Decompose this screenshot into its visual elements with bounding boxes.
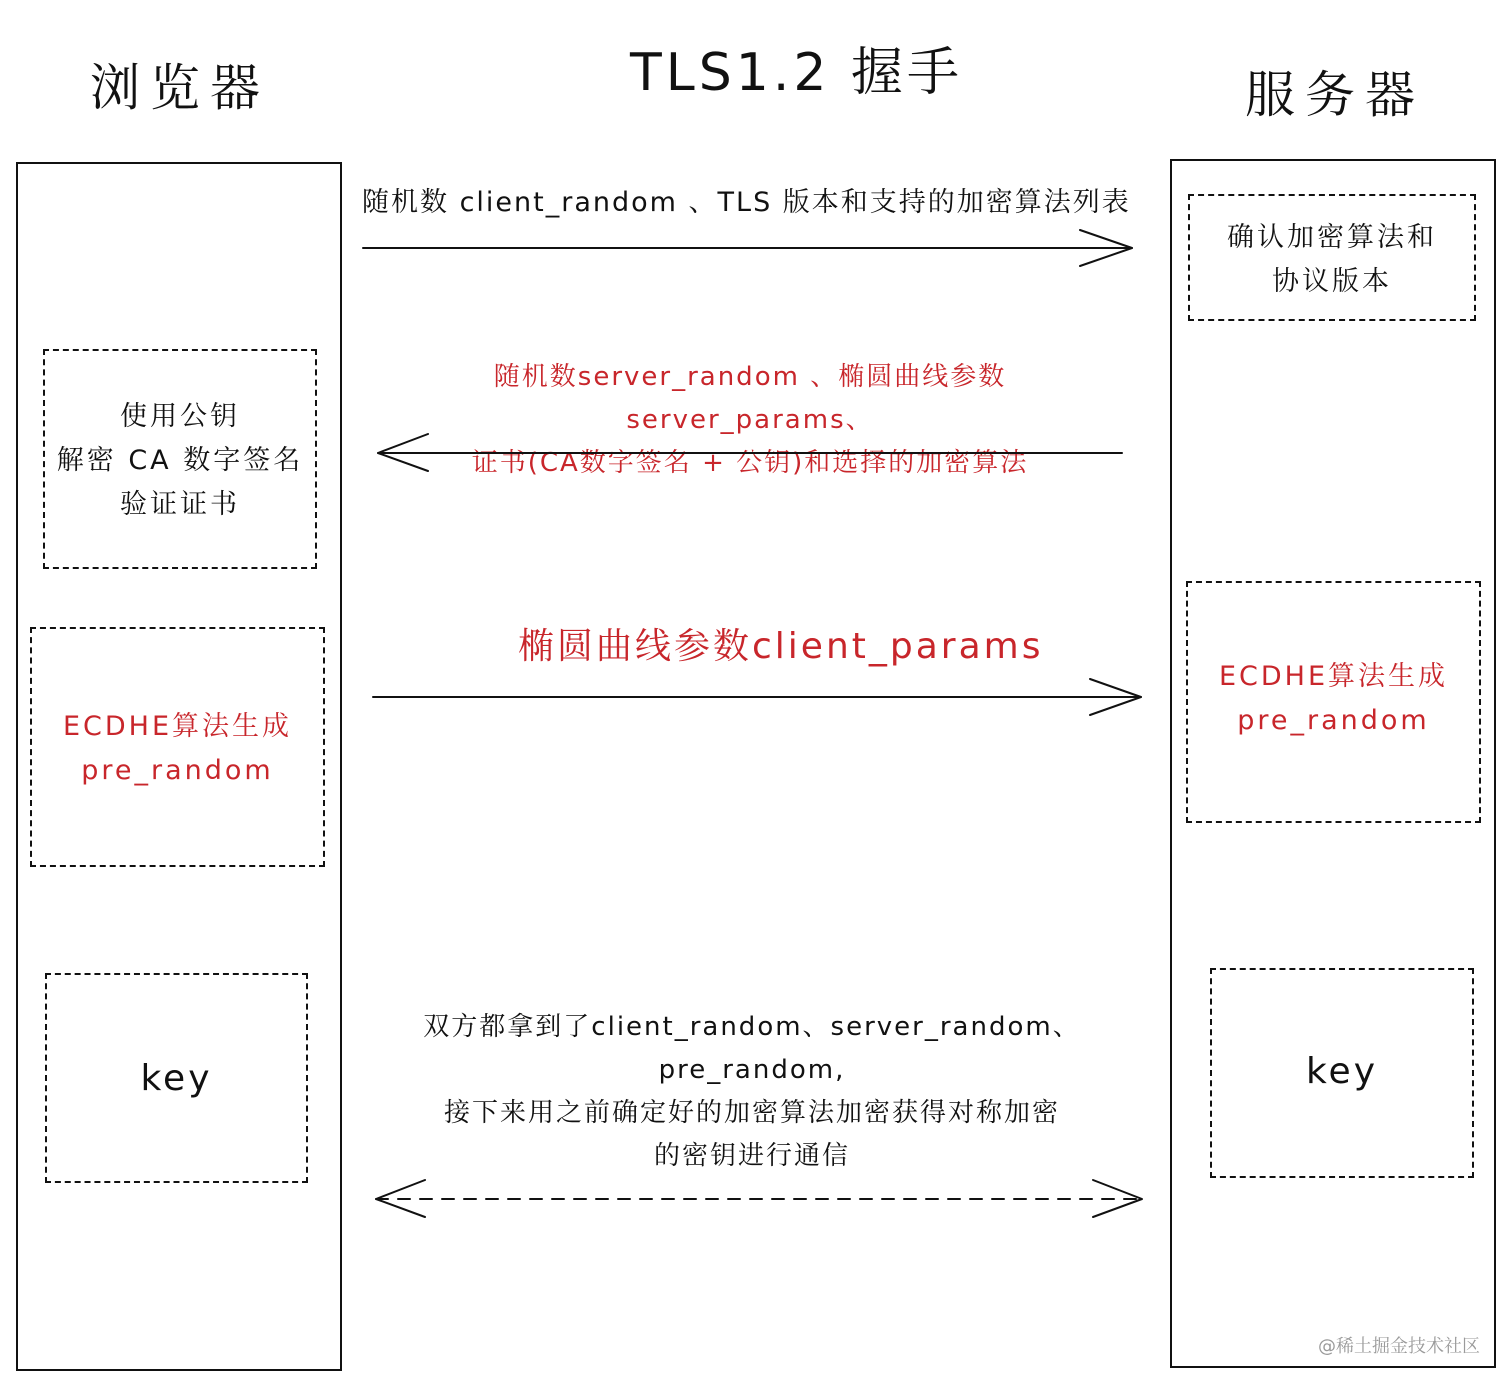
- server-confirm-line-2: 协议版本: [1272, 266, 1392, 297]
- browser-verify-line-2: 解密 CA 数字签名: [56, 445, 304, 476]
- arrow-server-hello: [378, 434, 1122, 471]
- message-final-line-3: 的密钥进行通信: [653, 1141, 850, 1171]
- browser-ecdhe-line-2: pre_random: [81, 755, 274, 786]
- arrow-client-params: [373, 679, 1141, 715]
- browser-verify-line-3: 验证证书: [120, 489, 240, 520]
- diagram-title: TLS1.2 握手: [630, 43, 963, 103]
- watermark: @稀土掘金技术社区: [1318, 1336, 1480, 1357]
- browser-key-label: key: [140, 1058, 213, 1099]
- browser-ecdhe-line-1: ECDHE算法生成: [62, 711, 293, 742]
- message-server-hello-line-1: 随机数server_random 、椭圆曲线参数server_params、: [493, 362, 1007, 435]
- server-ecdhe-line-2: pre_random: [1237, 705, 1430, 736]
- arrow-bidirectional: [376, 1180, 1142, 1217]
- server-label: 服务器: [1245, 66, 1425, 124]
- message-final-line-2: 接下来用之前确定好的加密算法加密获得对称加密: [443, 1098, 1060, 1128]
- browser-verify-line-1: 使用公钥: [120, 401, 240, 432]
- server-ecdhe-line-1: ECDHE算法生成: [1218, 661, 1449, 692]
- message-client-params: 椭圆曲线参数client_params: [518, 626, 1044, 667]
- message-server-hello-line-2: 证书(CA数字签名 + 公钥)和选择的加密算法: [471, 448, 1029, 478]
- server-key-label: key: [1305, 1051, 1379, 1092]
- server-confirm-line-1: 确认加密算法和: [1227, 222, 1437, 253]
- message-final-line-1: 双方都拿到了client_random、server_random、pre_random,: [423, 1012, 1081, 1085]
- browser-label: 浏览器: [90, 59, 270, 117]
- arrow-client-hello: [363, 230, 1132, 266]
- message-client-hello: 随机数 client_random 、TLS 版本和支持的加密算法列表: [362, 187, 1131, 218]
